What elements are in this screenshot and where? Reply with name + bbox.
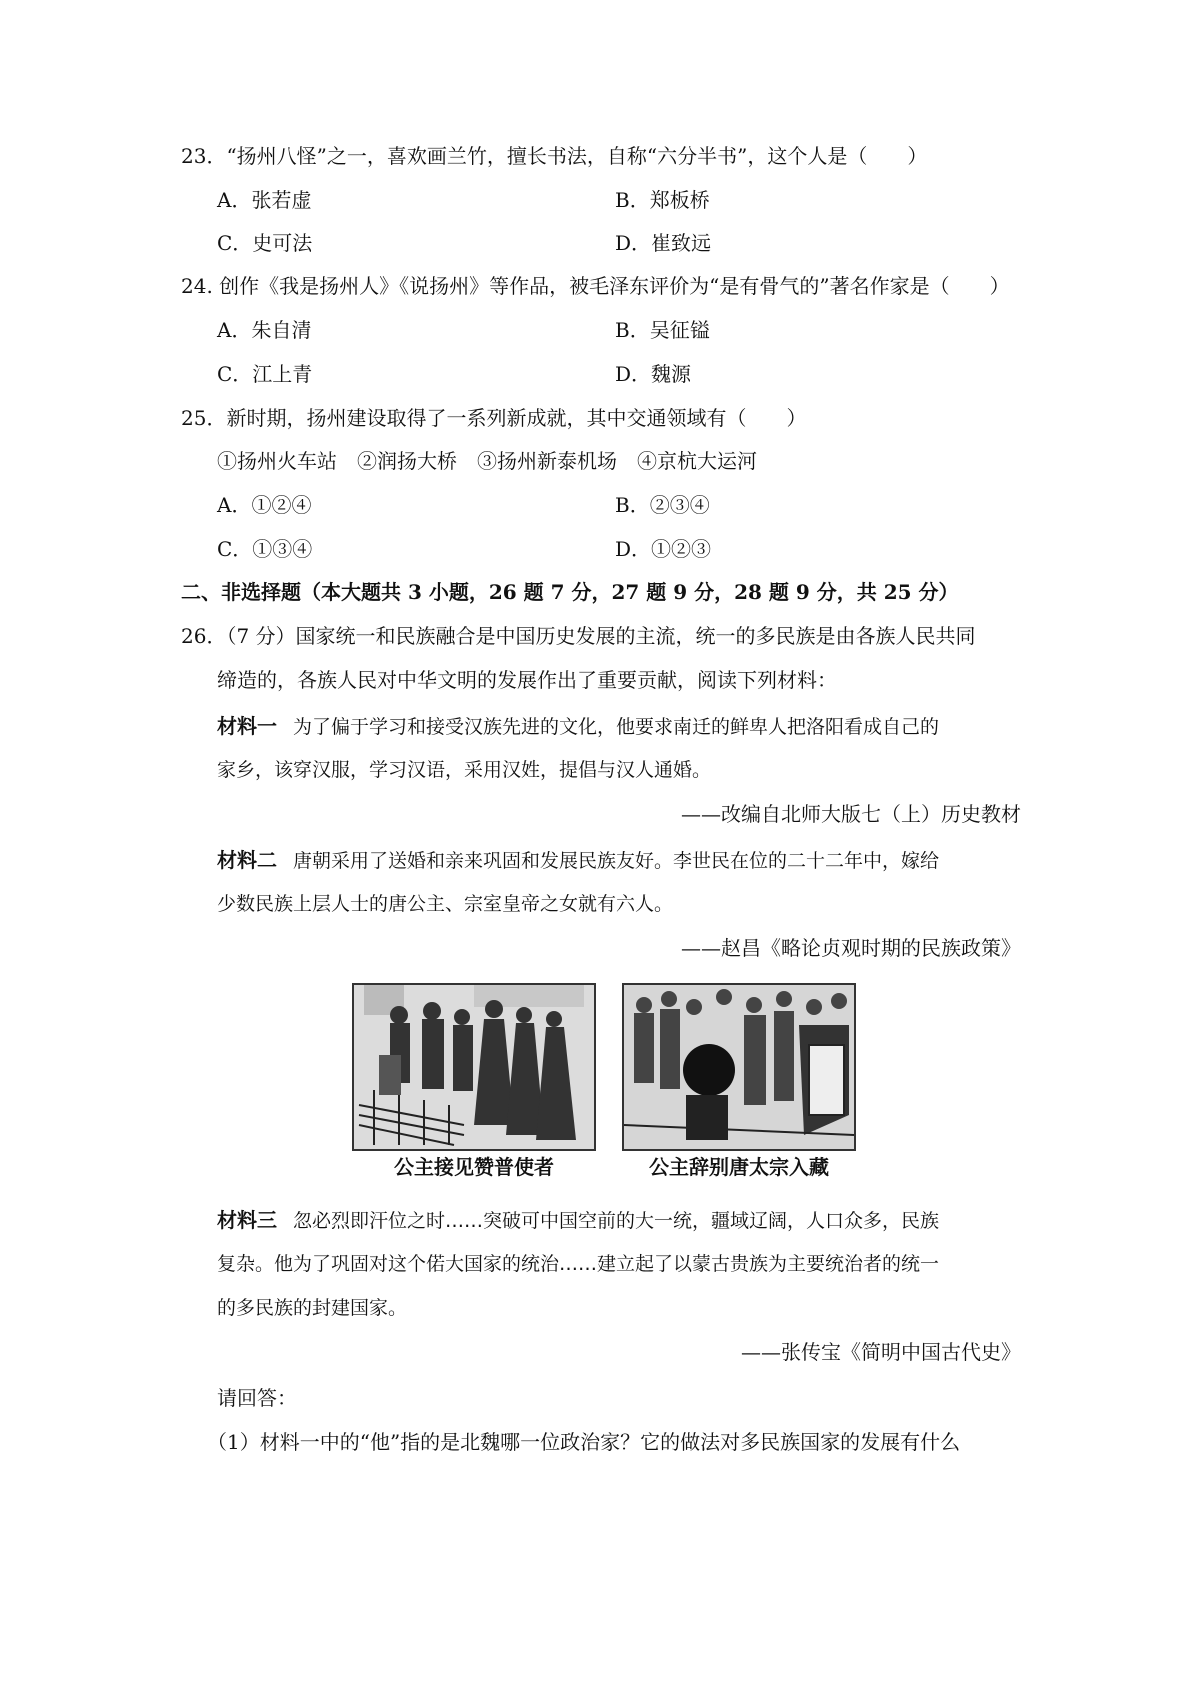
illustration-princess-farewell xyxy=(622,983,856,1151)
q23-option-a: A．张若虚 xyxy=(217,188,312,212)
material1-line2: 家乡，该穿汉服，学习汉语，采用汉姓，提倡与汉人通婚。 xyxy=(217,759,712,781)
material2-label: 材料二 xyxy=(217,848,277,872)
q25-option-a: A．①②④ xyxy=(217,493,312,517)
sub-question-1: （1）材料一中的“他”指的是北魏哪一位政治家？它的做法对多民族国家的发展有什么 xyxy=(207,1430,961,1454)
q24-option-a: A．朱自清 xyxy=(217,318,312,342)
material3-line3: 的多民族的封建国家。 xyxy=(217,1297,408,1319)
material3-text1: 忽必烈即汗位之时……突破可中国空前的大一统，疆域辽阔，人口众多，民族 xyxy=(293,1210,940,1232)
material2-text1: 唐朝采用了送婚和亲来巩固和发展民族友好。李世民在位的二十二年中，嫁给 xyxy=(293,850,940,872)
material1-label: 材料一 xyxy=(217,714,277,738)
q26-stem-line2: 缔造的，各族人民对中华文明的发展作出了重要贡献，阅读下列材料： xyxy=(217,668,837,692)
q25-option-b: B．②③④ xyxy=(615,493,710,517)
q26-stem-line1: 26．（7 分）国家统一和民族融合是中国历史发展的主流，统一的多民族是由各族人民共同 xyxy=(181,624,976,648)
q23-stem: 23．“扬州八怪”之一，喜欢画兰竹，擅长书法，自称“六分半书”，这个人是（ ） xyxy=(181,144,928,168)
section2-heading: 二、非选择题（本大题共 3 小题，26 题 7 分，27 题 9 分，28 题 9 分，共 25 分） xyxy=(181,580,959,604)
caption-image2: 公主辞别唐太宗入藏 xyxy=(649,1155,829,1179)
material1-line1 xyxy=(217,712,939,741)
q24-option-b: B．吴征镒 xyxy=(615,318,710,342)
q23-option-d: D．崔致远 xyxy=(615,231,712,255)
material2-source: ——赵昌《略论贞观时期的民族政策》 xyxy=(681,936,1021,960)
answer-prompt: 请回答： xyxy=(217,1386,297,1410)
material3-source: ——张传宝《简明中国古代史》 xyxy=(741,1340,1021,1364)
caption-image1: 公主接见赞普使者 xyxy=(394,1155,554,1179)
material3-label: 材料三 xyxy=(217,1208,277,1232)
q25-option-d: D．①②③ xyxy=(615,537,712,561)
q24-option-c: C．江上青 xyxy=(217,362,313,386)
material1-source: ——改编自北师大版七（上）历史教材 xyxy=(681,802,1021,826)
q24-option-d: D．魏源 xyxy=(615,362,692,386)
q24-stem: 24. 创作《我是扬州人》《说扬州》等作品，被毛泽东评价为“是有骨气的”著名作家是（ ） xyxy=(181,274,1010,298)
illustration-princess-receiving-envoy xyxy=(352,983,596,1151)
material3-line1 xyxy=(217,1206,939,1235)
q23-option-b: B．郑板桥 xyxy=(615,188,710,212)
q25-stem: 25．新时期，扬州建设取得了一系列新成就，其中交通领域有（ ） xyxy=(181,406,807,430)
q25-option-c: C．①③④ xyxy=(217,537,313,561)
material1-text1: 为了偏于学习和接受汉族先进的文化，他要求南迁的鲜卑人把洛阳看成自己的 xyxy=(293,716,940,738)
q25-items: ①扬州火车站 ②润扬大桥 ③扬州新泰机场 ④京杭大运河 xyxy=(217,449,757,473)
q23-option-c: C．史可法 xyxy=(217,231,313,255)
material2-line2: 少数民族上层人士的唐公主、宗室皇帝之女就有六人。 xyxy=(217,893,674,915)
material3-line2: 复杂。他为了巩固对这个偌大国家的统治……建立起了以蒙古贵族为主要统治者的统一 xyxy=(217,1253,940,1275)
material2-line1 xyxy=(217,846,939,875)
